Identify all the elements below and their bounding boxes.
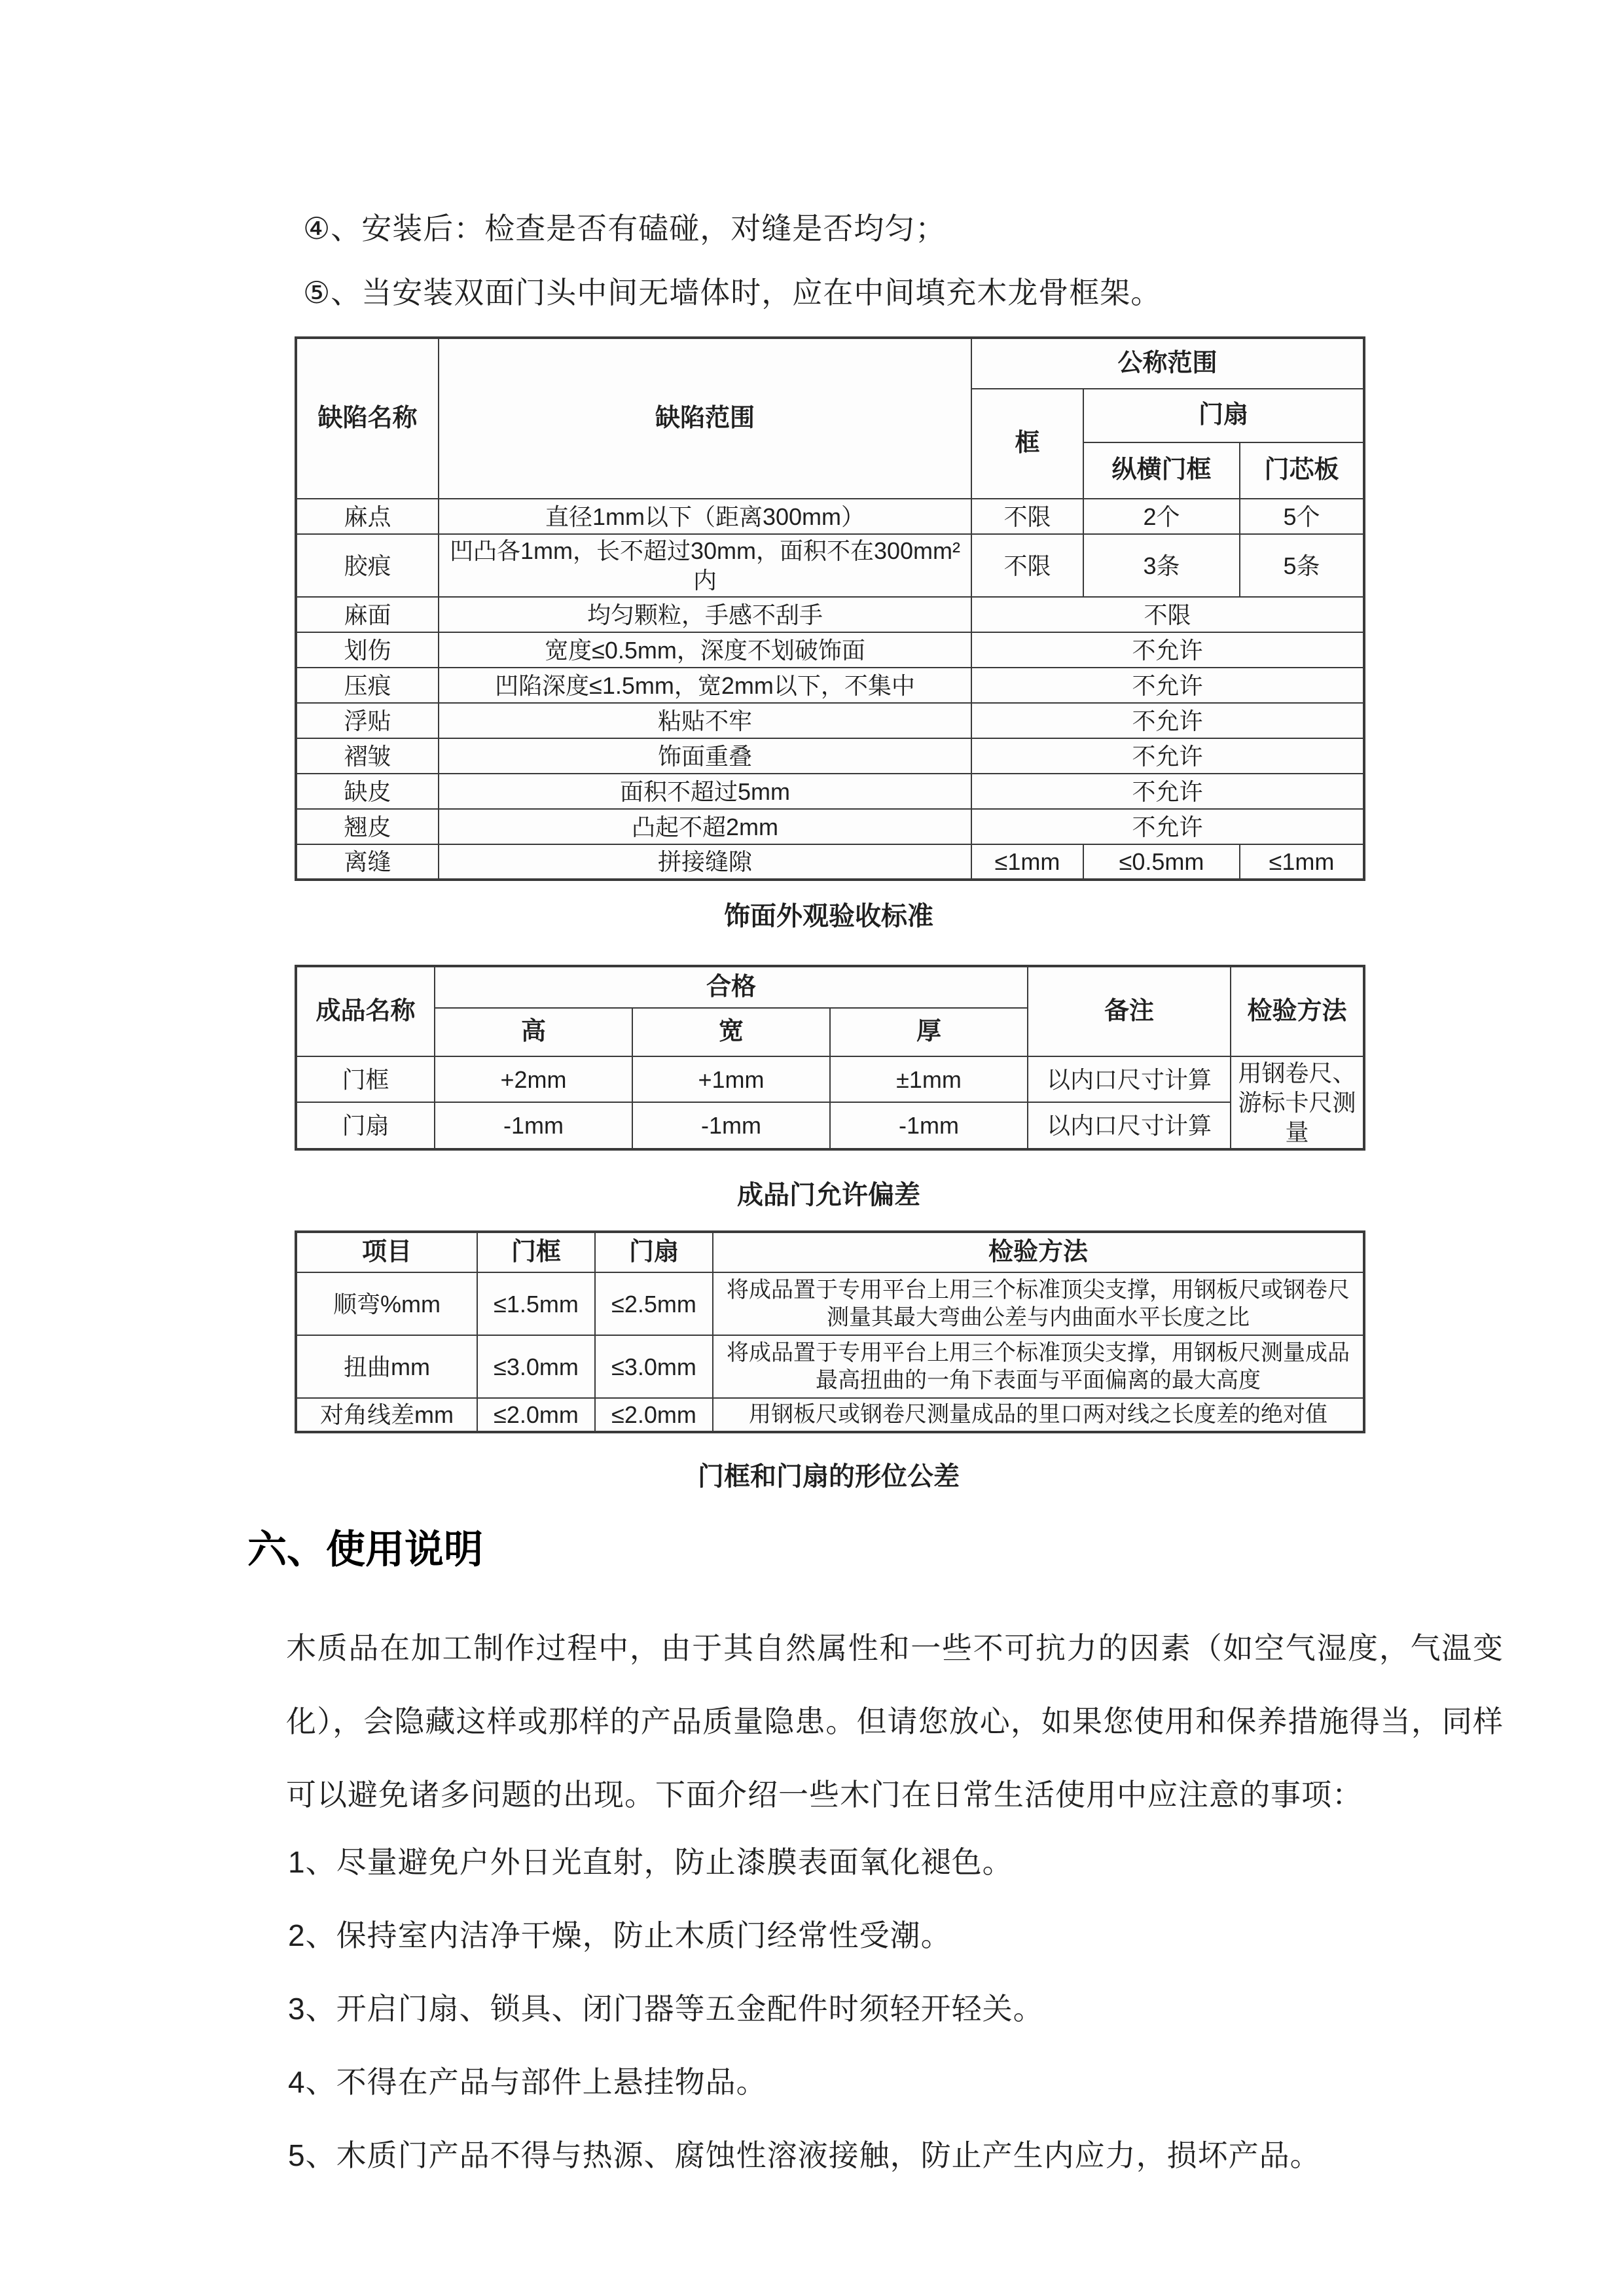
table-row <box>296 844 1364 880</box>
col-header-item: 项目 <box>296 1232 477 1272</box>
section-heading-usage: 六、使用说明 <box>247 1528 483 1571</box>
table-row <box>296 1056 1364 1102</box>
col-header-product-name: 成品名称 <box>296 966 435 1056</box>
install-note-5: ⑤、当安装双面门头中间无墙体时，应在中间填充木龙骨框架。 <box>303 276 1162 310</box>
table-row <box>296 1232 1364 1272</box>
usage-item: 2、保持室内洁净干燥，防止木质门经常性受潮。 <box>288 1918 952 1952</box>
shape-tolerance-table <box>295 1230 1365 1433</box>
cell-defect-range: 粘贴不牢 <box>439 703 971 738</box>
col-header-height: 高 <box>435 1008 632 1056</box>
defect-table-section <box>295 336 1363 935</box>
cell-product-name: 门框 <box>296 1056 435 1102</box>
usage-item-list <box>0 1842 1624 2176</box>
cell-defect-range: 拼接缝隙 <box>439 844 971 880</box>
cell-core: 5条 <box>1240 534 1364 597</box>
usage-item: 5、木质门产品不得与热源、腐蚀性溶液接触，防止产生内应力，损坏产品。 <box>288 2138 1321 2172</box>
table-row <box>296 1272 1364 1335</box>
cell-height: +2mm <box>435 1056 632 1102</box>
cell-item: 扭曲mm <box>296 1335 477 1398</box>
cell-product-name: 门扇 <box>296 1102 435 1149</box>
col-header-leaf: 门扇 <box>595 1232 713 1272</box>
cell-item: 对角线差mm <box>296 1398 477 1432</box>
cell-remark: 以内口尺寸计算 <box>1028 1056 1231 1102</box>
cell-limit-all: 不允许 <box>971 809 1364 844</box>
cell-method: 将成品置于专用平台上用三个标准顶尖支撑，用钢板尺或钢卷尺测量其最大弯曲公差与内曲面水平长度之比 <box>713 1272 1364 1335</box>
col-header-defect-name: 缺陷名称 <box>296 338 439 499</box>
cell-method: 用钢卷尺、游标卡尺测量 <box>1231 1056 1364 1149</box>
col-header-remark: 备注 <box>1028 966 1231 1056</box>
cell-leaf: ≤2.5mm <box>595 1272 713 1335</box>
table-row <box>296 1102 1364 1149</box>
table-row <box>296 499 1364 534</box>
table-row <box>296 1335 1364 1398</box>
cell-frame: 不限 <box>971 534 1083 597</box>
cell-width: -1mm <box>632 1102 830 1149</box>
cell-defect-range: 宽度≤0.5mm，深度不划破饰面 <box>439 632 971 668</box>
cell-method: 用钢板尺或钢卷尺测量成品的里口两对线之长度差的绝对值 <box>713 1398 1364 1432</box>
cell-defect-range: 凸起不超2mm <box>439 809 971 844</box>
col-header-width: 宽 <box>632 1008 830 1056</box>
table-caption: 门框和门扇的形位公差 <box>698 1462 960 1491</box>
cell-limit-all: 不允许 <box>971 668 1364 703</box>
table-row <box>296 632 1364 668</box>
cell-frame: ≤1.5mm <box>477 1272 595 1335</box>
shape-tolerance-section <box>295 1230 1363 1495</box>
col-header-frame: 框 <box>971 389 1083 499</box>
table-row <box>296 738 1364 774</box>
cell-leaf: ≤3.0mm <box>595 1335 713 1398</box>
col-header-door-leaf: 门扇 <box>1083 389 1364 442</box>
cell-remark: 以内口尺寸计算 <box>1028 1102 1231 1149</box>
table-caption: 饰面外观验收标准 <box>724 902 933 931</box>
cell-defect-name: 胶痕 <box>296 534 439 597</box>
cell-leaf: ≤2.0mm <box>595 1398 713 1432</box>
cell-limit-all: 不允许 <box>971 774 1364 809</box>
defect-standards-table <box>295 336 1365 881</box>
cell-defect-name: 麻面 <box>296 597 439 632</box>
usage-item: 3、开启门扇、锁具、闭门器等五金配件时须轻开轻关。 <box>288 1992 1044 2026</box>
cell-frame: ≤2.0mm <box>477 1398 595 1432</box>
cell-frame: 不限 <box>971 499 1083 534</box>
cell-frame: ≤3.0mm <box>477 1335 595 1398</box>
cell-limit-all: 不允许 <box>971 632 1364 668</box>
col-header-thickness: 厚 <box>830 1008 1028 1056</box>
cell-defect-name: 划伤 <box>296 632 439 668</box>
col-header-frame: 门框 <box>477 1232 595 1272</box>
cell-defect-name: 浮贴 <box>296 703 439 738</box>
cell-defect-range: 饰面重叠 <box>439 738 971 774</box>
cell-defect-range: 面积不超过5mm <box>439 774 971 809</box>
table-row <box>296 966 1364 1008</box>
size-tolerance-table <box>295 965 1365 1151</box>
col-header-stile: 纵横门框 <box>1083 442 1240 499</box>
cell-defect-range: 凹陷深度≤1.5mm，宽2mm以下，不集中 <box>439 668 971 703</box>
table-row <box>296 703 1364 738</box>
table-caption: 成品门允许偏差 <box>737 1181 920 1210</box>
usage-intro-paragraph: 木质品在加工制作过程中，由于其自然属性和一些不可抗力的因素（如空气湿度，气温变化），会隐藏这样或那样的产品质量隐患。但请您放心，如果您使用和保养措施得当，同样可以避免诸多问题的出现。下面介绍一些木门在日常生活使用中应注意的事项： <box>286 1631 1504 1812</box>
cell-core: ≤1mm <box>1240 844 1364 880</box>
cell-defect-name: 麻点 <box>296 499 439 534</box>
cell-stile: ≤0.5mm <box>1083 844 1240 880</box>
cell-thickness: -1mm <box>830 1102 1028 1149</box>
cell-defect-name: 离缝 <box>296 844 439 880</box>
cell-thickness: ±1mm <box>830 1056 1028 1102</box>
cell-defect-range: 凹凸各1mm，长不超过30mm，面积不在300mm²内 <box>439 534 971 597</box>
cell-defect-range: 均匀颗粒，手感不刮手 <box>439 597 971 632</box>
cell-stile: 2个 <box>1083 499 1240 534</box>
cell-limit-all: 不允许 <box>971 703 1364 738</box>
cell-frame: ≤1mm <box>971 844 1083 880</box>
table-row <box>296 534 1364 597</box>
table-row <box>296 597 1364 632</box>
cell-width: +1mm <box>632 1056 830 1102</box>
col-header-nominal-range: 公称范围 <box>971 338 1364 389</box>
size-tolerance-section <box>295 965 1363 1213</box>
table-row <box>296 668 1364 703</box>
col-header-method: 检验方法 <box>1231 966 1364 1056</box>
table-row <box>296 809 1364 844</box>
install-note-4: ④、安装后：检查是否有磕碰，对缝是否均匀； <box>303 211 947 245</box>
cell-limit-all: 不限 <box>971 597 1364 632</box>
cell-stile: 3条 <box>1083 534 1240 597</box>
cell-defect-name: 翘皮 <box>296 809 439 844</box>
cell-item: 顺弯%mm <box>296 1272 477 1335</box>
table-row <box>296 774 1364 809</box>
table-row <box>296 338 1364 389</box>
cell-defect-name: 缺皮 <box>296 774 439 809</box>
col-header-qualified: 合格 <box>435 966 1028 1008</box>
cell-defect-range: 直径1mm以下（距离300mm） <box>439 499 971 534</box>
usage-item: 4、不得在产品与部件上悬挂物品。 <box>288 2065 767 2099</box>
cell-defect-name: 褶皱 <box>296 738 439 774</box>
col-header-method: 检验方法 <box>713 1232 1364 1272</box>
cell-limit-all: 不允许 <box>971 738 1364 774</box>
cell-height: -1mm <box>435 1102 632 1149</box>
col-header-defect-range: 缺陷范围 <box>439 338 971 499</box>
cell-defect-name: 压痕 <box>296 668 439 703</box>
usage-item: 1、尽量避免户外日光直射，防止漆膜表面氧化褪色。 <box>288 1845 1013 1879</box>
col-header-core: 门芯板 <box>1240 442 1364 499</box>
table-row <box>296 1398 1364 1432</box>
cell-core: 5个 <box>1240 499 1364 534</box>
cell-method: 将成品置于专用平台上用三个标准顶尖支撑，用钢板尺测量成品最高扭曲的一角下表面与平面偏离的最大高度 <box>713 1335 1364 1398</box>
